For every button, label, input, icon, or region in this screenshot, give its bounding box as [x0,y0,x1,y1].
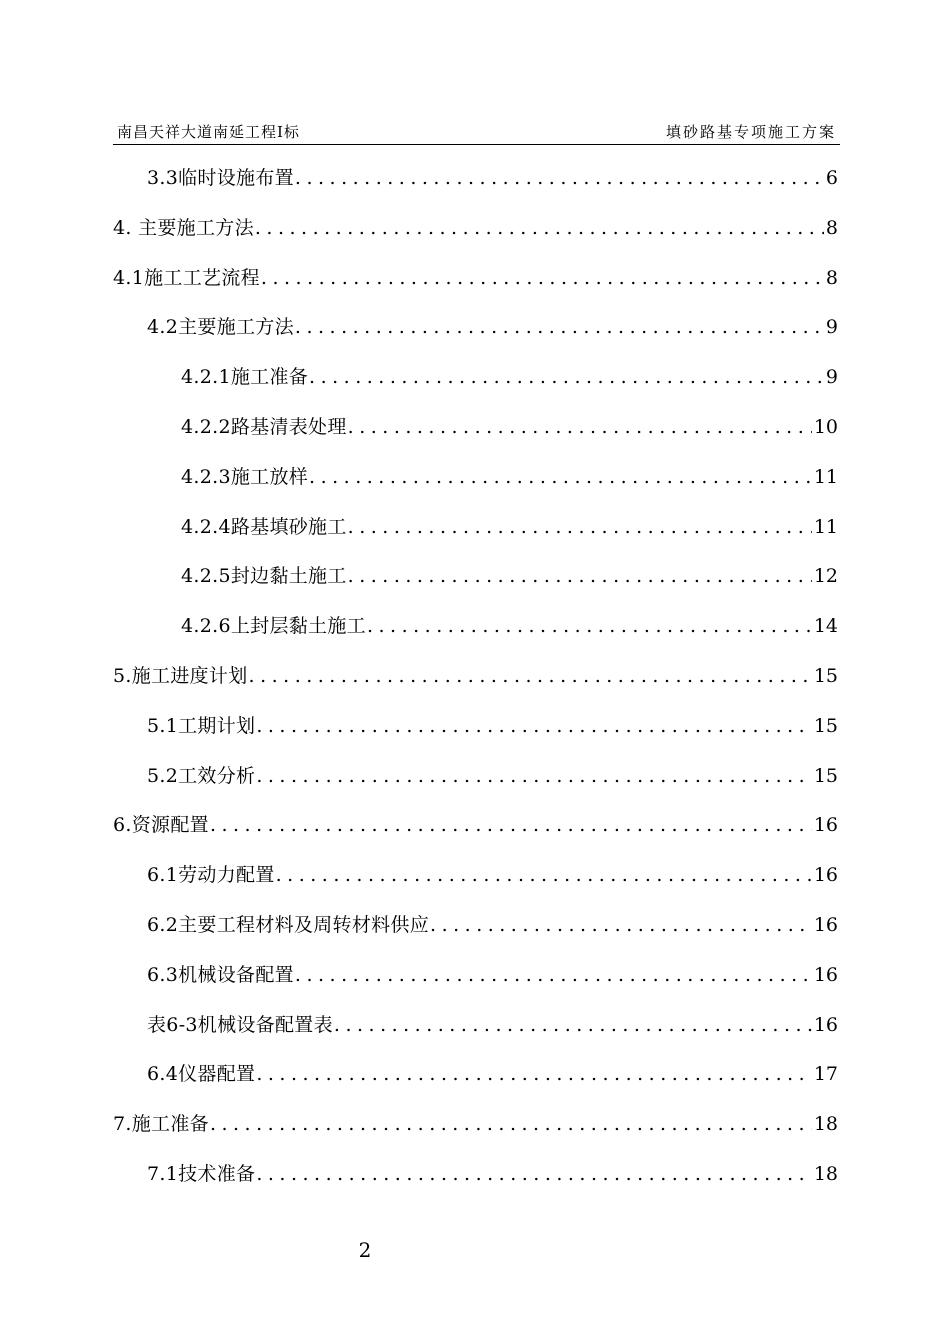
toc-entry[interactable] [181,412,838,442]
toc-dot-leader [210,1113,812,1135]
toc-entry[interactable] [147,960,838,990]
toc-entry-page-number: 16 [813,814,838,837]
toc-entry-title: 4.2主要施工方法 [147,316,294,339]
toc-entry-page-number: 9 [825,316,838,339]
toc-entry[interactable] [113,810,838,840]
toc-entry[interactable] [181,462,838,492]
toc-dot-leader [348,516,812,538]
toc-entry-page-number: 16 [813,1013,838,1036]
toc-entry-title: 6.1劳动力配置 [147,864,275,887]
page-number: 2 [358,1238,372,1262]
toc-dot-leader [256,715,811,737]
toc-entry-page-number: 18 [813,1163,838,1185]
toc-dot-leader [255,217,824,239]
toc-entry-page-number: 16 [813,963,838,986]
toc-entry-title: 4.2.3施工放样 [181,465,309,488]
header-project-title: 南昌天祥大道南延工程Ⅰ标 [117,123,300,141]
toc-entry[interactable] [181,362,838,392]
toc-entry-title: 3.3临时设施布置 [147,167,294,189]
toc-entry-page-number: 16 [813,914,838,936]
toc-entry-title: 7.施工准备 [113,1113,209,1136]
toc-entry-page-number: 16 [813,864,838,887]
toc-entry-page-number: 17 [813,1063,838,1086]
toc-entry[interactable] [147,163,838,193]
toc-entry[interactable] [147,1010,838,1040]
toc-entry-title: 表6-3机械设备配置表 [147,1013,333,1036]
header-document-title: 填砂路基专项施工方案 [665,123,836,141]
toc-entry[interactable] [147,860,838,890]
toc-entry[interactable] [147,761,838,791]
toc-dot-leader [295,316,824,338]
toc-entry-page-number: 11 [813,515,838,538]
toc-entry[interactable] [147,1059,838,1089]
toc-entry[interactable] [181,611,838,641]
toc-dot-leader [348,565,812,587]
toc-dot-leader [367,615,812,637]
toc-dot-leader [276,864,812,886]
toc-entry-title: 7.1技术准备 [147,1163,256,1185]
toc-entry-title: 4.2.5封边黏土施工 [181,565,347,588]
toc-entry[interactable] [113,1109,838,1139]
toc-entry-title: 4.2.6上封层黏土施工 [181,615,366,638]
toc-entry-title: 5.1工期计划 [147,714,256,737]
toc-entry-page-number: 15 [813,714,838,737]
toc-entry-page-number: 18 [813,1113,838,1136]
toc-dot-leader [210,814,812,836]
toc-entry-title: 5.2工效分析 [147,764,256,787]
toc-entry[interactable] [113,263,838,293]
toc-dot-leader [295,167,824,189]
toc-entry-page-number: 12 [813,565,838,588]
toc-entry[interactable] [181,512,838,542]
toc-dot-leader [334,1014,812,1036]
toc-entry[interactable] [113,213,838,243]
toc-entry-page-number: 9 [825,366,838,389]
toc-entry-page-number: 15 [813,764,838,787]
toc-entry-title: 5.施工进度计划 [113,665,248,687]
toc-dot-leader [256,1163,811,1185]
page-header [113,118,840,145]
toc-entry-page-number: 15 [813,665,838,687]
toc-entry-page-number: 10 [813,416,838,438]
toc-dot-leader [261,267,824,289]
toc-entry-page-number: 8 [825,216,838,239]
toc-dot-leader [309,466,812,488]
toc-entry-title: 4.2.2路基清表处理 [181,416,347,438]
toc-entry[interactable] [147,910,838,940]
toc-entry-title: 4.2.1施工准备 [181,366,309,389]
toc-entry-title: 6.4仪器配置 [147,1063,256,1086]
toc-entry[interactable] [147,312,838,342]
toc-entry[interactable] [147,1159,838,1189]
toc-entry[interactable] [147,711,838,741]
toc-entry-page-number: 14 [813,615,838,638]
toc-dot-leader [430,914,812,936]
toc-dot-leader [348,416,812,438]
toc-dot-leader [256,765,811,787]
toc-entry[interactable] [181,561,838,591]
toc-entry-page-number: 6 [825,167,838,189]
toc-dot-leader [256,1063,811,1085]
toc-dot-leader [309,366,824,388]
toc-entry-title: 6.3机械设备配置 [147,963,294,986]
toc-entry-page-number: 11 [813,465,838,488]
toc-entry[interactable] [113,661,838,691]
toc-entry-title: 6.资源配置 [113,814,209,837]
toc-dot-leader [249,665,812,687]
toc-entry-title: 4.2.4路基填砂施工 [181,515,347,538]
toc-entry-title: 4.1施工工艺流程 [113,266,260,289]
toc-entry-title: 6.2主要工程材料及周转材料供应 [147,914,430,936]
toc-entry-title: 4. 主要施工方法 [113,216,254,239]
toc-entry-page-number: 8 [825,266,838,289]
toc-dot-leader [295,964,812,986]
